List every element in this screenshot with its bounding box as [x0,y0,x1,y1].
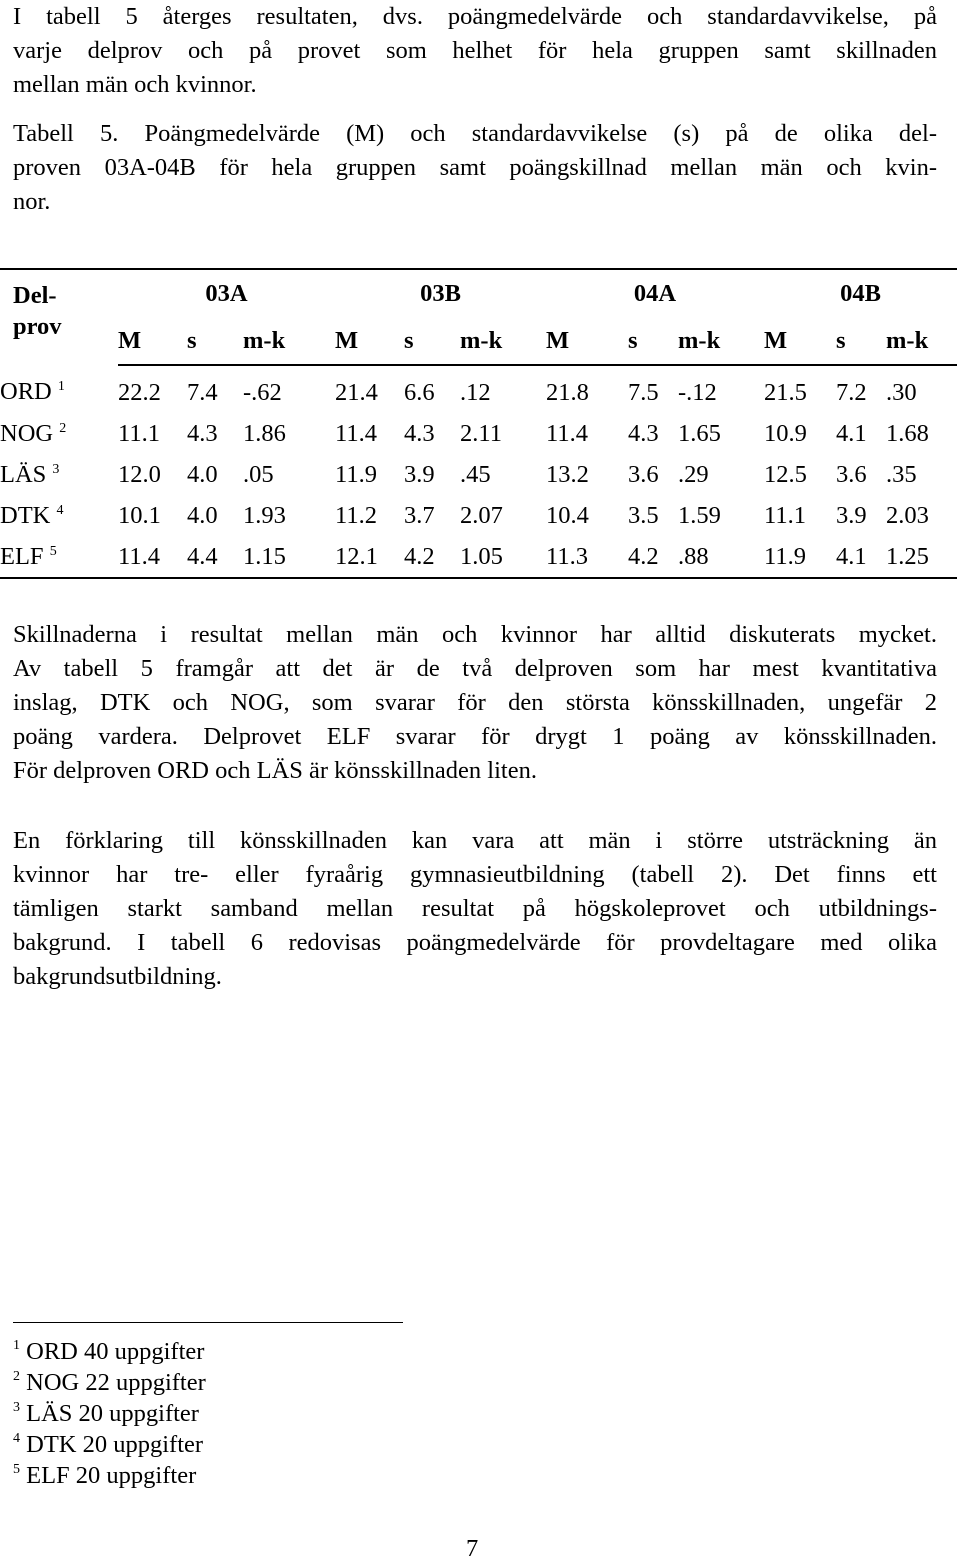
text-line: proven 03A-04B för hela gruppen samt poängskillnad mellan män och kvin- [13,154,937,181]
table-cell: 4.1 [836,542,867,570]
table-cell: 1.05 [460,542,503,570]
table-cell: -.12 [678,378,717,406]
text-line: För delproven ORD och LÄS är könsskillnaden liten. [13,757,537,784]
sub-header: s [187,318,243,365]
table-cell: 2.07 [460,501,503,529]
table-cell: 21.4 [335,378,378,406]
footnote-text: DTK 20 uppgifter [26,1431,204,1458]
table-caption [13,117,937,219]
table-cell: 4.3 [187,419,218,447]
row-label-text: ORD [0,378,52,405]
table-cell: 1.68 [886,419,929,447]
footnote [13,1367,206,1398]
text-line: inslag, DTK och NOG, som svarar för den största könsskillnaden, ungefär 2 [13,689,937,716]
text-line: Skillnaderna i resultat mellan män och kvinnor har alltid diskuterats mycket. [13,621,937,648]
sub-header: m-k [678,318,764,365]
row-label [0,413,118,454]
table-cell: 10.1 [118,501,161,529]
table-cell: .88 [678,542,709,570]
table-cell: 4.0 [187,460,218,488]
body-paragraph [13,618,937,788]
table-cell: .35 [886,460,917,488]
table-cell: 11.3 [546,542,588,570]
footnote [13,1429,206,1460]
table-cell: 1.15 [243,542,286,570]
text-line: En förklaring till könsskillnaden kan vara att män i större utsträckning än [13,827,937,854]
text-line: Av tabell 5 framgår att det är de två delproven som har mest kvantitativa [13,655,937,682]
table-row [0,536,957,578]
footnotes [13,1336,206,1491]
table-row [0,365,957,413]
table-cell: 4.0 [187,501,218,529]
table-cell: 10.4 [546,501,589,529]
results-table [0,268,957,579]
sub-header: s [404,318,460,365]
table-cell: .29 [678,460,709,488]
footnote-text: ELF 20 uppgifter [26,1462,197,1489]
table-cell: 11.9 [335,460,377,488]
table-row [0,454,957,495]
table-cell: 10.9 [764,419,807,447]
footnote-ref: 3 [52,461,60,477]
footnote [13,1336,206,1367]
text-line: varje delprov och på provet som helhet för hela gruppen samt skillnaden [13,37,937,64]
table-cell: 7.2 [836,378,867,406]
table-cell: 2.11 [460,419,502,447]
sub-header: s [628,318,678,365]
table-cell: 22.2 [118,378,161,406]
row-label-text: DTK [0,501,51,529]
row-label [0,365,118,413]
text-line: kvinnor har tre- eller fyraårig gymnasieutbildning (tabell 2). Det finns ett [13,861,937,888]
table-cell: 21.5 [764,378,807,406]
row-label [0,495,118,536]
footnote-ref: 2 [59,420,67,436]
table-cell: 7.4 [187,378,218,406]
corner-label-line: Del- [13,282,57,309]
table-cell: 12.5 [764,460,807,488]
table-cell: 4.3 [628,419,659,447]
text-line: Tabell 5. Poängmedelvärde (M) och standardavvikelse (s) på de olika del- [13,120,937,147]
table-cell: 11.4 [546,419,588,447]
group-header: 03A [205,280,248,307]
table-cell: 3.6 [628,460,659,488]
footnote-ref: 4 [56,502,64,518]
group-header: 04B [840,280,881,307]
table-cell: 12.0 [118,460,161,488]
footnote [13,1398,206,1429]
table-cell: 11.1 [764,501,806,529]
table-cell: .12 [460,378,491,406]
row-label-text: NOG [0,419,54,447]
table-cell: 2.03 [886,501,929,529]
row-label-text: ELF [0,542,44,570]
table-cell: 1.86 [243,419,286,447]
table-cell: 7.5 [628,378,659,406]
page-number: 7 [466,1535,479,1562]
table-cell: 13.2 [546,460,589,488]
table-cell: 4.1 [836,419,867,447]
text-line: tämligen starkt samband mellan resultat på högskoleprovet och utbildnings- [13,895,937,922]
table-cell: 4.2 [628,542,659,570]
table-cell: 4.2 [404,542,435,570]
table-cell: 21.8 [546,378,589,406]
footnote-text: ORD 40 uppgifter [26,1338,205,1365]
table-cell: 4.4 [187,542,218,570]
table-cell: 1.59 [678,501,721,529]
row-label [0,454,118,495]
table-cell: 3.5 [628,501,659,529]
text-line: bakgrund. I tabell 6 redovisas poängmedelvärde för provdeltagare med olika [13,929,937,956]
sub-header: s [836,318,886,365]
row-label [0,536,118,578]
footnote-ref: 1 [57,379,65,394]
table-cell: -.62 [243,378,282,406]
table-body [0,365,957,578]
sub-header: M [118,318,187,365]
sub-header: M [764,318,836,365]
table-cell: 1.25 [886,542,929,570]
text-line: mellan män och kvinnor. [13,71,257,98]
table-cell: 1.65 [678,419,721,447]
table-cell: 3.9 [836,501,867,529]
group-header: 04A [633,280,677,307]
table-cell: .05 [243,460,274,488]
sub-header: m-k [460,318,546,365]
table-cell: 3.9 [404,460,435,488]
footnote-text: LÄS 20 uppgifter [26,1400,199,1427]
corner-label-line: prov [13,313,62,340]
row-label-text: LÄS [0,460,47,488]
body-paragraph [13,824,937,994]
table-cell: 3.6 [836,460,867,488]
footnote-ref: 5 [49,543,57,559]
sub-header: m-k [886,318,957,365]
footnote-number: 2 [13,1369,20,1384]
text-line: poäng vardera. Delprovet ELF svarar för drygt 1 poäng av könsskillnaden. [13,723,937,750]
table-cell: 4.3 [404,419,435,447]
table-cell: 12.1 [335,542,378,570]
table-cell: 11.2 [335,501,377,529]
table-cell: .30 [886,378,917,406]
table-row [0,495,957,536]
footnote-number: 5 [13,1462,20,1477]
text-line: I tabell 5 återges resultaten, dvs. poängmedelvärde och standardavvikelse, på [13,3,937,30]
table-cell: 3.7 [404,501,435,529]
footnote [13,1460,206,1491]
table-cell: .45 [460,460,491,488]
table-cell: 1.93 [243,501,286,529]
table-cell: 11.4 [118,542,160,570]
footnote-number: 4 [13,1431,20,1446]
sub-header: m-k [243,318,335,365]
table-cell: 11.1 [118,419,160,447]
footnote-divider [13,1322,403,1323]
footnote-number: 1 [13,1338,20,1353]
sub-header: M [335,318,404,365]
table-cell: 11.4 [335,419,377,447]
text-line: nor. [13,188,51,215]
group-header: 03B [420,280,461,307]
footnote-number: 3 [13,1400,20,1415]
table-corner-header [0,269,118,365]
table-cell: 11.9 [764,542,806,570]
table-row [0,413,957,454]
footnote-text: NOG 22 uppgifter [26,1369,206,1396]
intro-paragraph [13,0,937,102]
table-cell: 6.6 [404,378,435,406]
text-line: bakgrundsutbildning. [13,963,222,990]
sub-header: M [546,318,628,365]
